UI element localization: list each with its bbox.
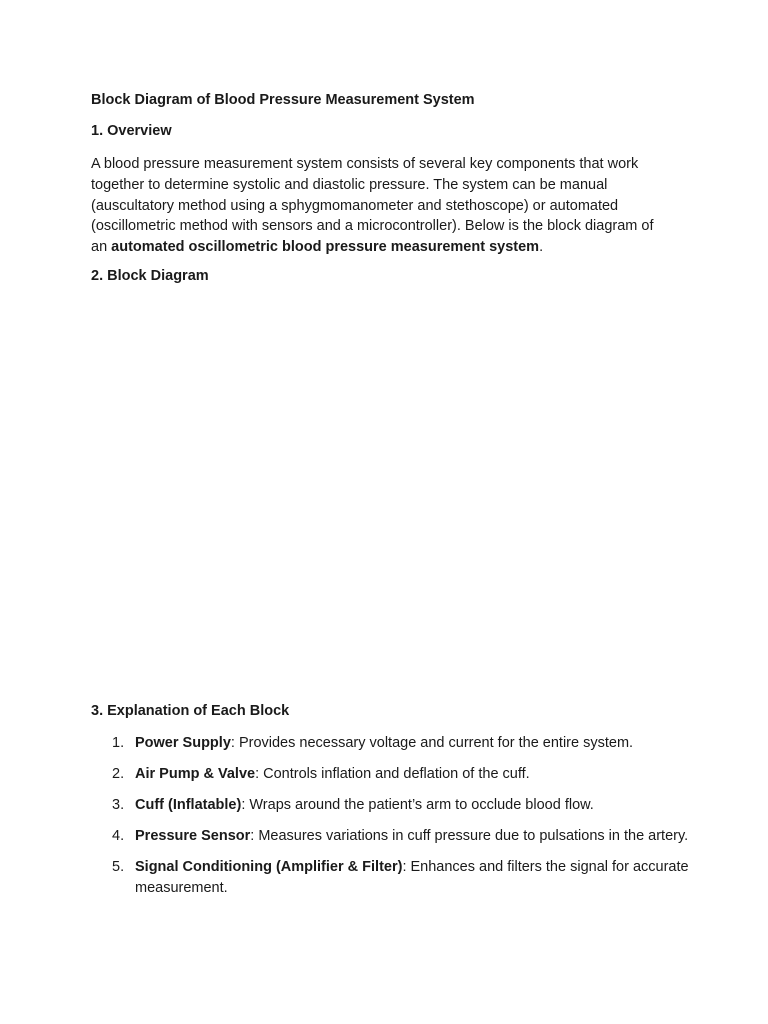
overview-bold-phrase: automated oscillometric blood pressure measurement system: [111, 239, 540, 256]
list-item-description: : Wraps around the patient’s arm to occlude blood flow.: [241, 797, 594, 813]
list-item-number: 3.: [112, 797, 125, 813]
list-item-number: 4.: [112, 828, 125, 844]
overview-line: (auscultatory method using a sphygmomanometer and stethoscope) or automated: [91, 197, 619, 214]
list-item: [91, 826, 691, 847]
list-item: [91, 764, 691, 785]
list-item-number: 2.: [112, 766, 125, 782]
explanation-heading: 3. Explanation of Each Block: [91, 703, 290, 719]
list-item-number: 5.: [112, 859, 125, 875]
overview-last-line: [91, 237, 691, 258]
overview-paragraph: [91, 154, 691, 258]
list-item-description: : Controls inflation and deflation of the cuff.: [255, 766, 530, 782]
list-item-description: : Enhances and filters the signal for accurate measurement.: [135, 859, 689, 896]
list-item-term: Signal Conditioning (Amplifier & Filter): [135, 859, 403, 875]
list-item: [91, 857, 691, 899]
overview-last-line-suffix: .: [539, 239, 544, 256]
list-item-number: 1.: [112, 735, 125, 751]
overview-line: (oscillometric method with sensors and a microcontroller). Below is the block diagram of: [91, 218, 654, 235]
list-item-term: Air Pump & Valve: [135, 766, 256, 782]
list-item-term: Pressure Sensor: [135, 828, 251, 844]
block-diagram-heading: 2. Block Diagram: [91, 268, 209, 284]
list-item: [91, 733, 691, 754]
block-explanation-list: [91, 733, 691, 909]
overview-last-line-prefix: an: [91, 239, 112, 256]
overview-heading: 1. Overview: [91, 123, 172, 139]
list-item-term: Cuff (Inflatable): [135, 797, 242, 813]
list-item: [91, 795, 691, 816]
overview-line: A blood pressure measurement system consists of several key components that work: [91, 156, 639, 172]
overview-line: together to determine systolic and diastolic pressure. The system can be manual: [91, 176, 608, 193]
document-title: Block Diagram of Blood Pressure Measurement System: [91, 92, 475, 108]
list-item-description: : Provides necessary voltage and current for the entire system.: [230, 735, 634, 751]
list-item-term: Power Supply: [135, 735, 231, 751]
block-diagram-placeholder: [91, 296, 681, 691]
list-item-description: : Measures variations in cuff pressure due to pulsations in the artery.: [250, 828, 689, 844]
